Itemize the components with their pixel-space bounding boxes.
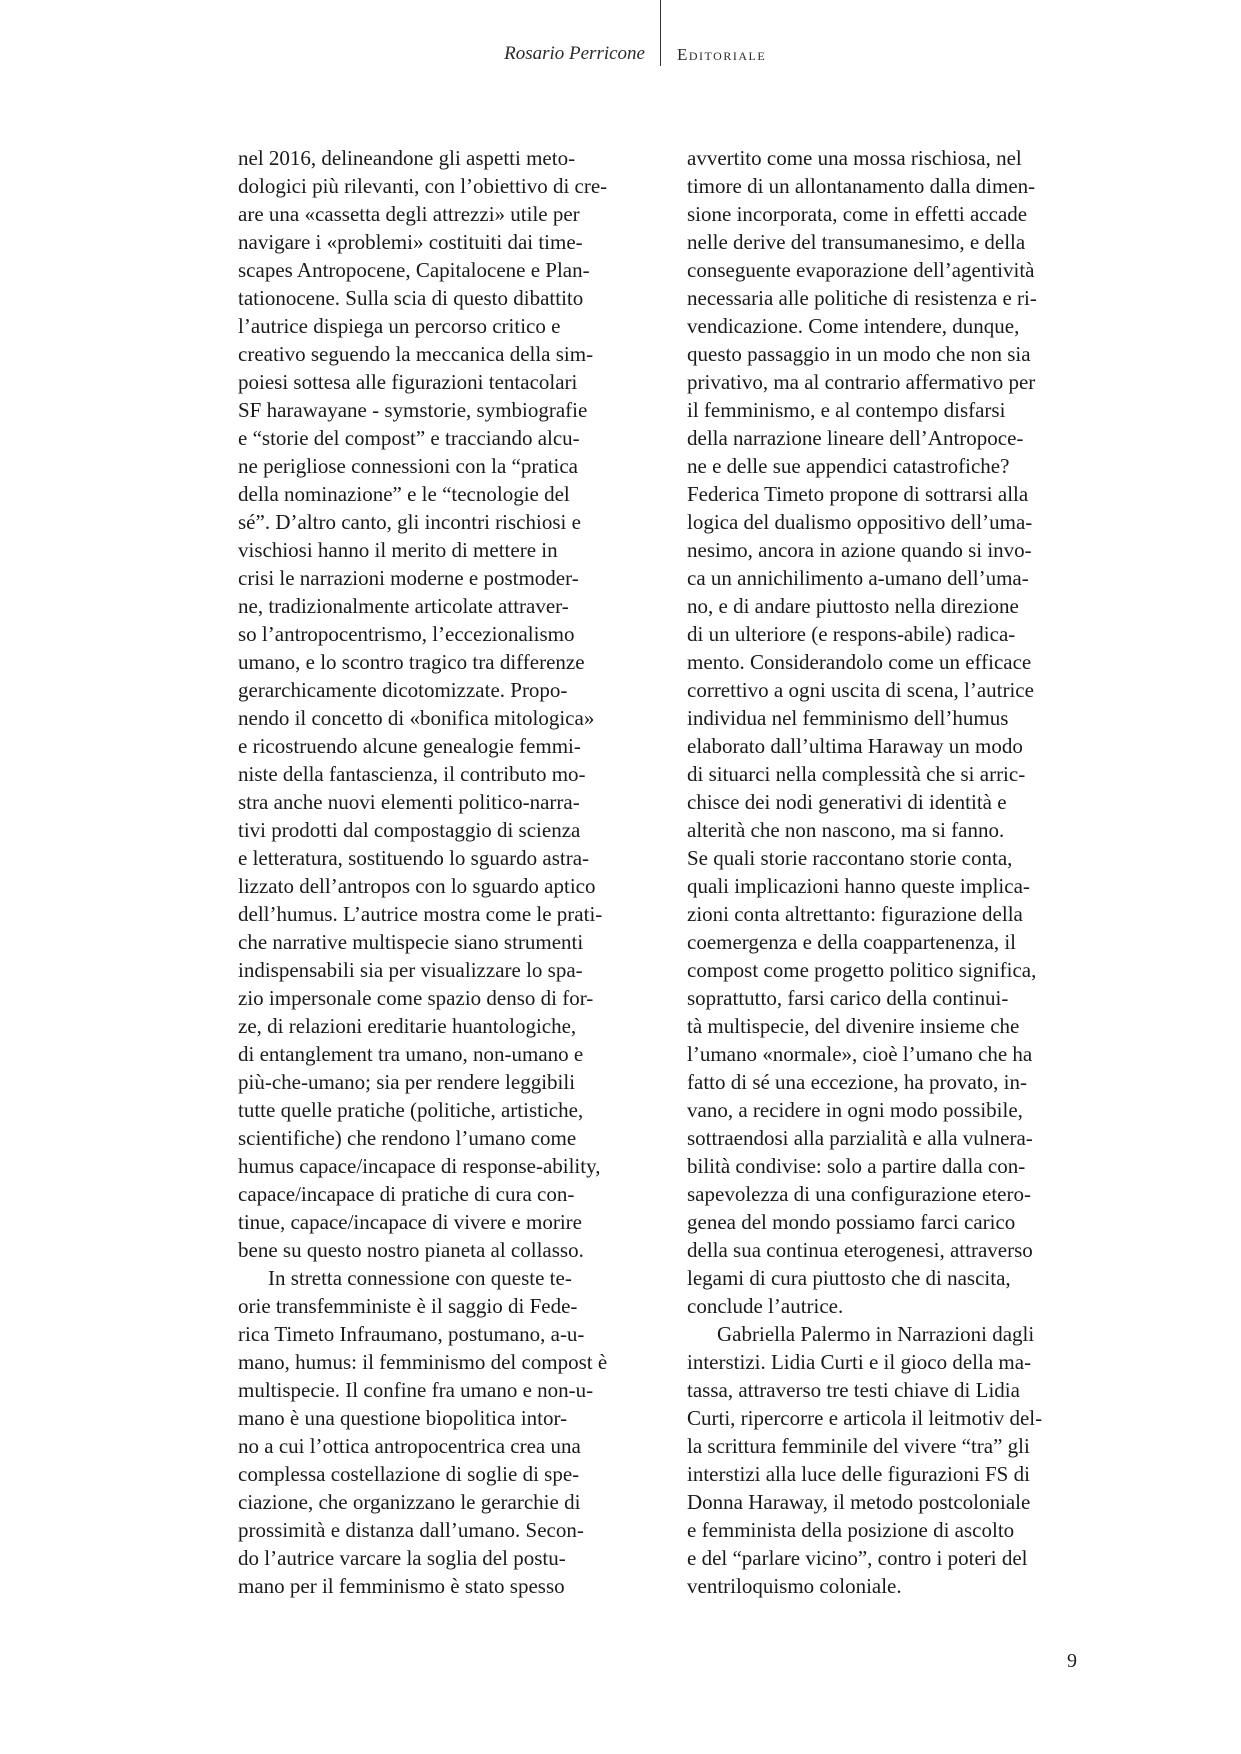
text-line: conclude l’autrice. [687,1294,844,1318]
text-line: gerarchicamente dicotomizzate. Propo- [238,678,568,702]
text-line: di entanglement tra umano, non-umano e [238,1042,584,1066]
text-line: tassa, attraverso tre testi chiave di Lidia [687,1378,1020,1402]
text-line: tationocene. Sulla scia di questo dibattito [238,286,584,310]
text-line: In stretta connessione con queste te- [268,1266,572,1290]
text-line: della nominazione” e le “tecnologie del [238,482,570,506]
text-line: capace/incapace di pratiche di cura con- [238,1182,575,1206]
text-line: prossimità e distanza dall’umano. Secon- [238,1518,584,1542]
text-line: più-che-umano; sia per rendere leggibili [238,1070,576,1094]
text-line: Curti, ripercorre e articola il leitmotiv del- [687,1406,1043,1430]
text-line: stra anche nuovi elementi politico-narra- [238,790,580,814]
text-line: ciazione, che organizzano le gerarchie di [238,1490,581,1514]
text-line: Gabriella Palermo in Narrazioni dagli [717,1322,1035,1346]
text-line: mano per il femminismo è stato spesso [238,1574,565,1598]
text-line: questo passaggio in un modo che non sia [687,342,1031,366]
text-line: e del “parlare vicino”, contro i poteri del [687,1546,1028,1570]
text-line: crisi le narrazioni moderne e postmoder- [238,566,579,590]
text-line: Se quali storie raccontano storie conta, [687,846,1013,870]
text-line: l’umano «normale», cioè l’umano che ha [687,1042,1033,1066]
text-line: la scrittura femminile del vivere “tra” gli [687,1434,1030,1458]
text-line: l’autrice dispiega un percorso critico e [238,314,561,338]
running-head-section: Editoriale [677,45,767,64]
text-line: ventriloquismo coloniale. [687,1574,902,1598]
text-line: sottraendosi alla parzialità e alla vulnera- [687,1126,1033,1150]
text-line: e femminista della posizione di ascolto [687,1518,1015,1542]
text-line: di un ulteriore (e respons-abile) radica- [687,622,1016,646]
text-line: privativo, ma al contrario affermativo per [687,370,1036,394]
text-line: do l’autrice varcare la soglia del postu- [238,1546,566,1570]
text-line: individua nel femminismo dell’humus [687,706,1009,730]
text-line: umano, e lo scontro tragico tra differenze [238,650,585,674]
text-line: elaborato dall’ultima Haraway un modo [687,734,1023,758]
text-line: Federica Timeto propone di sottrarsi alla [687,482,1029,506]
text-line: interstizi. Lidia Curti e il gioco della ma- [687,1350,1032,1374]
text-line: della sua continua eterogenesi, attraverso [687,1238,1033,1262]
text-line: SF harawayane - symstorie, symbiografie [238,398,588,422]
running-head [0,0,1241,90]
text-line: nelle derive del transumanesimo, e della [687,230,1026,254]
text-line: no a cui l’ottica antropocentrica crea una [238,1434,581,1458]
text-line: sé”. D’altro canto, gli incontri rischiosi e [238,510,581,534]
text-line: mano è una questione biopolitica intor- [238,1406,568,1430]
text-line: nel 2016, delineandone gli aspetti meto- [238,146,576,170]
text-line: sapevolezza di una configurazione etero- [687,1182,1031,1206]
text-line: avvertito come una mossa rischiosa, nel [687,146,1022,170]
text-line: timore di un allontanamento dalla dimen- [687,174,1036,198]
text-line: il femminismo, e al contempo disfarsi [687,398,1006,422]
text-line: zio impersonale come spazio denso di for- [238,986,594,1010]
running-head-divider [660,0,661,66]
text-line: ne perigliose connessioni con la “pratica [238,454,578,478]
text-line: soprattutto, farsi carico della continui- [687,986,1009,1010]
text-line: quali implicazioni hanno queste implica- [687,874,1030,898]
text-line: ca un annichilimento a-umano dell’uma- [687,566,1029,590]
text-line: e ricostruendo alcune genealogie femmi- [238,734,581,758]
text-line: sione incorporata, come in effetti accade [687,202,1028,226]
text-line: lizzato dell’antropos con lo sguardo aptico [238,874,596,898]
text-line: interstizi alla luce delle figurazioni FS di [687,1462,1030,1486]
text-line: vischiosi hanno il merito di mettere in [238,538,558,562]
text-line: tutte quelle pratiche (politiche, artistiche, [238,1098,584,1122]
text-line: ze, di relazioni ereditarie huantologiche, [238,1014,577,1038]
text-line: nendo il concetto di «bonifica mitologica» [238,706,595,730]
text-line: coemergenza e della coappartenenza, il [687,930,1016,954]
page-number: 9 [1067,1650,1077,1672]
text-line: multispecie. Il confine fra umano e non-u- [238,1378,594,1402]
text-line: rica Timeto Infraumano, postumano, a-u- [238,1322,585,1346]
text-line: are una «cassetta degli attrezzi» utile per [238,202,580,226]
text-line: genea del mondo possiamo farci carico [687,1210,1016,1234]
text-line: mano, humus: il femminismo del compost è [238,1350,608,1374]
text-line: tinue, capace/incapace di vivere e morire [238,1210,582,1234]
text-line: e letteratura, sostituendo lo sguardo astra- [238,846,590,870]
text-line: scapes Antropocene, Capitalocene e Plan- [238,258,590,282]
text-line: ne, tradizionalmente articolate attraver- [238,594,569,618]
text-line: orie transfemministe è il saggio di Fede- [238,1294,578,1318]
text-line: di situarci nella complessità che si arric- [687,762,1026,786]
text-line: humus capace/incapace di response-ability, [238,1154,601,1178]
text-line: complessa costellazione di soglie di spe- [238,1462,580,1486]
text-line: necessaria alle politiche di resistenza e ri- [687,286,1037,310]
text-line: alterità che non nascono, ma si fanno. [687,818,1005,842]
text-line: creativo seguendo la meccanica della sim- [238,342,594,366]
text-line: legami di cura piuttosto che di nascita, [687,1266,1011,1290]
text-line: tà multispecie, del divenire insieme che [687,1014,1020,1038]
text-line: indispensabili sia per visualizzare lo spa- [238,958,583,982]
text-line: tivi prodotti dal compostaggio di scienza [238,818,581,842]
text-line: compost come progetto politico significa, [687,958,1037,982]
text-line: Donna Haraway, il metodo postcoloniale [687,1490,1031,1514]
text-line: niste della fantascienza, il contributo mo- [238,762,586,786]
text-line: mento. Considerandolo come un efficace [687,650,1032,674]
left-text-column [238,144,638,1600]
text-line: so l’antropocentrismo, l’eccezionalismo [238,622,575,646]
text-line: logica del dualismo oppositivo dell’uma- [687,510,1033,534]
text-line: ne e delle sue appendici catastrofiche? [687,454,1010,478]
text-line: fatto di sé una eccezione, ha provato, in- [687,1070,1027,1094]
text-line: chisce dei nodi generativi di identità e [687,790,1007,814]
text-line: correttivo a ogni uscita di scena, l’autrice [687,678,1034,702]
text-line: vano, a recidere in ogni modo possibile, [687,1098,1023,1122]
text-line: bene su questo nostro pianeta al collasso. [238,1238,584,1262]
text-line: dologici più rilevanti, con l’obiettivo di cre- [238,174,608,198]
text-line: della narrazione lineare dell’Antropoce- [687,426,1024,450]
text-line: nesimo, ancora in azione quando si invo- [687,538,1032,562]
text-line: navigare i «problemi» costituiti dai time- [238,230,583,254]
text-line: poiesi sottesa alle figurazioni tentacolari [238,370,578,394]
text-line: che narrative multispecie siano strumenti [238,930,584,954]
text-line: vendicazione. Come intendere, dunque, [687,314,1020,338]
text-line: scientifiche) che rendono l’umano come [238,1126,577,1150]
text-line: dell’humus. L’autrice mostra come le prati- [238,902,603,926]
text-line: zioni conta altrettanto: figurazione della [687,902,1023,926]
text-line: bilità condivise: solo a partire dalla con- [687,1154,1026,1178]
text-line: conseguente evaporazione dell’agentività [687,258,1035,282]
text-line: no, e di andare piuttosto nella direzione [687,594,1019,618]
text-line: e “storie del compost” e tracciando alcu- [238,426,580,450]
running-head-author: Rosario Perricone [504,43,645,64]
right-text-column [687,144,1079,1600]
